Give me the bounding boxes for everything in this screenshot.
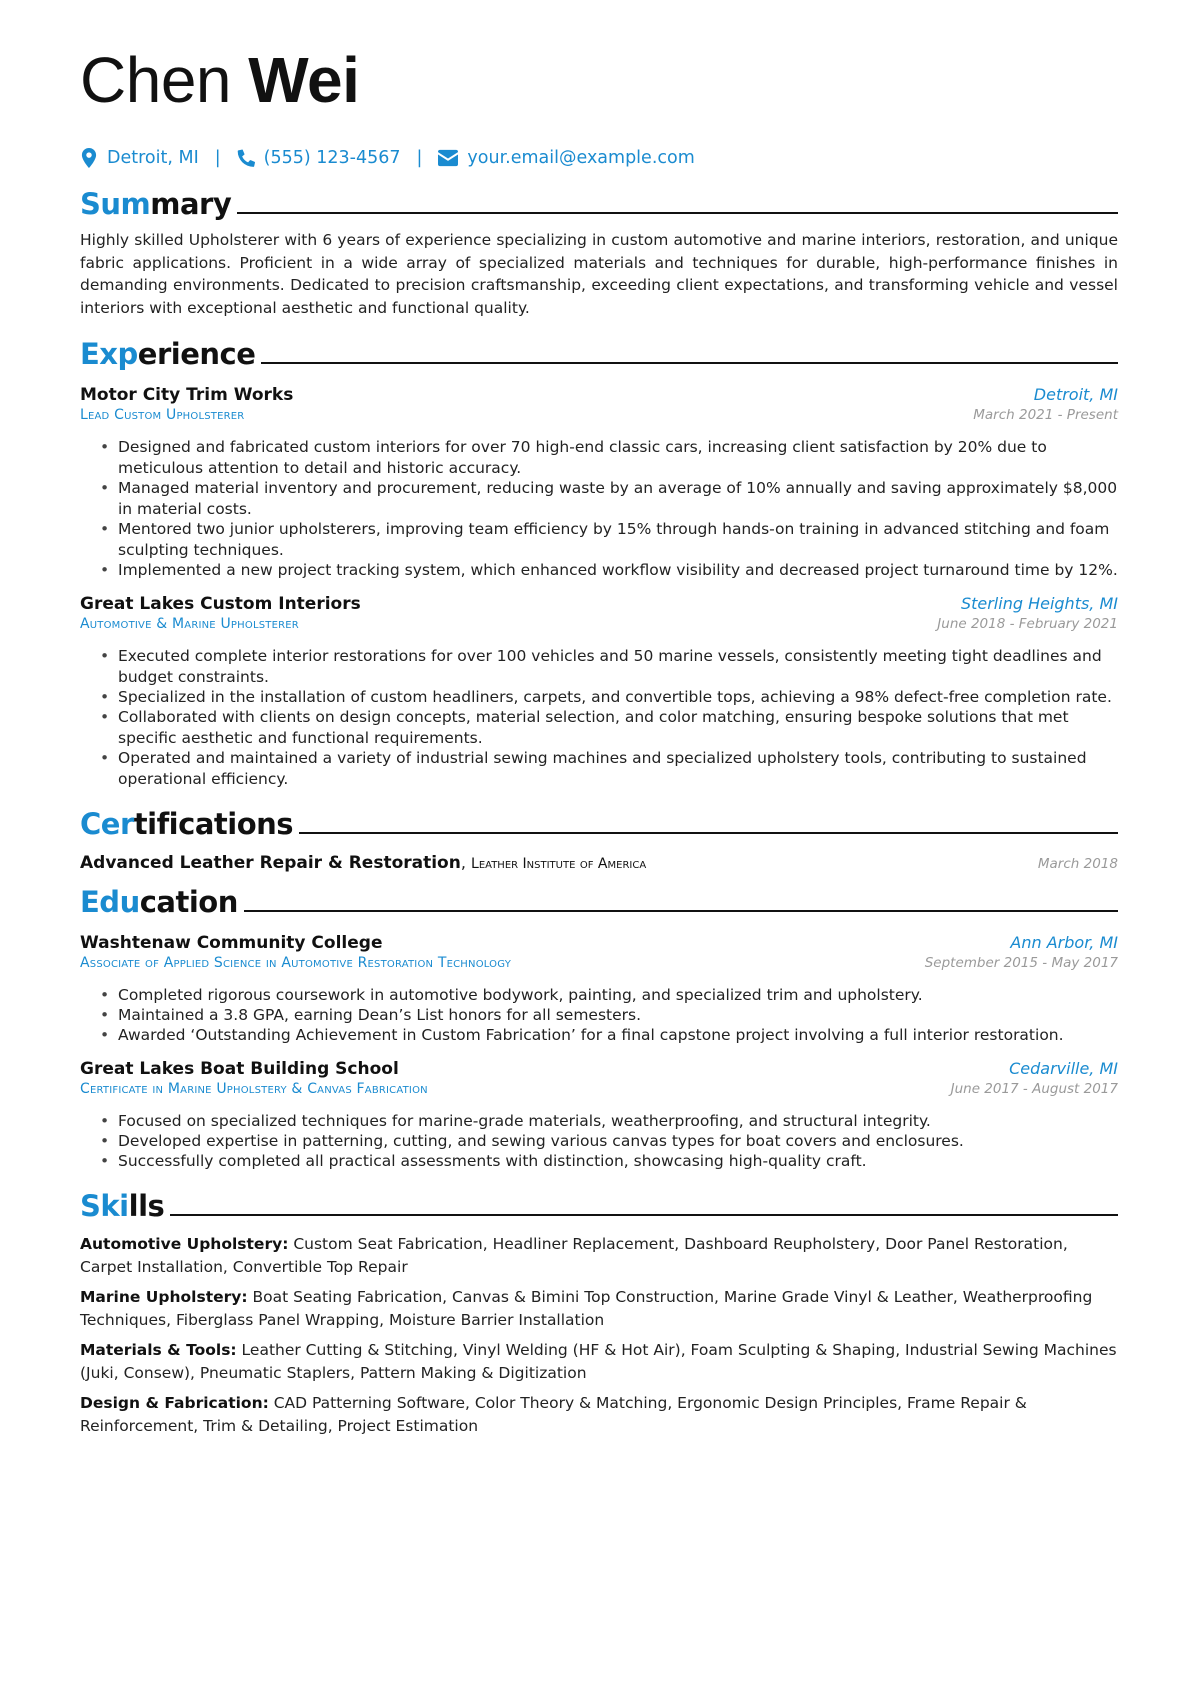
skill-items: Boat Seating Fabrication, Canvas & Bimini Top Construction, Marine Grade Vinyl & Leather, Weatherproofing Techniques, Fiberglass Panel Wrapping, Moisture Barrier Installation <box>80 1288 1093 1329</box>
skill-group <box>80 1286 1118 1331</box>
employer-name: Motor City Trim Works <box>80 385 294 405</box>
education-entry <box>80 1059 1118 1172</box>
section-title: Certifications <box>80 807 294 841</box>
school-location: Ann Arbor, MI <box>1010 933 1118 952</box>
first-name: Chen <box>80 44 231 116</box>
school-dates: June 2017 - August 2017 <box>950 1081 1118 1097</box>
degree-name: Associate of Applied Science in Automotive Restoration Technology <box>80 955 512 971</box>
skill-items: Custom Seat Fabrication, Headliner Replacement, Dashboard Reupholstery, Door Panel Restoration, Carpet Installation, Convertible Top Repair <box>80 1235 1068 1276</box>
map-marker-icon <box>80 148 98 168</box>
section-title: Skills <box>80 1189 165 1223</box>
resume-page <box>80 40 1118 1437</box>
list-item: • Designed and fabricated custom interiors for over 70 high-end classic cars, increasing client satisfaction by 20% due to meticulous attention to detail and historic accuracy. <box>80 437 1118 479</box>
job-location: Detroit, MI <box>1033 385 1118 404</box>
degree-name: Certificate in Marine Upholstery & Canvas Fabrication <box>80 1081 428 1097</box>
job-title: Automotive & Marine Upholsterer <box>80 616 299 632</box>
email-link[interactable]: your.email@example.com <box>467 148 695 168</box>
last-name: Wei <box>248 44 360 116</box>
phone-icon <box>237 148 255 168</box>
job-dates: June 2018 - February 2021 <box>937 616 1118 632</box>
section-rule <box>244 910 1118 912</box>
skill-category: Automotive Upholstery: <box>80 1235 289 1253</box>
list-item: • Mentored two junior upholsterers, improving team efficiency by 15% through hands-on training in advanced stitching and foam sculpting techniques. <box>80 519 1118 561</box>
experience-heading <box>80 335 1118 373</box>
education-entry <box>80 933 1118 1046</box>
school-name: Washtenaw Community College <box>80 933 383 953</box>
education-bullets <box>80 985 1118 1046</box>
certification-name: Advanced Leather Repair & Restoration <box>80 853 461 873</box>
list-item: • Specialized in the installation of custom headliners, carpets, and convertible tops, achieving a 98% defect-free completion rate. <box>80 687 1118 708</box>
skill-items: Leather Cutting & Stitching, Vinyl Welding (HF & Hot Air), Foam Sculpting & Shaping, Industrial Sewing Machines (Juki, Consew), Pneumatic Staplers, Pattern Making & Digitization <box>80 1341 1117 1382</box>
list-item: • Maintained a 3.8 GPA, earning Dean’s List honors for all semesters. <box>80 1005 1118 1026</box>
section-rule <box>237 212 1118 214</box>
contact-separator: | <box>416 148 423 168</box>
certification-entry <box>80 853 1118 873</box>
issuer-comma: , <box>460 853 472 872</box>
candidate-name <box>80 40 1118 120</box>
contact-line <box>80 145 1118 171</box>
skill-items: CAD Patterning Software, Color Theory & Matching, Ergonomic Design Principles, Frame Repair & Reinforcement, Trim & Detailing, Project Estimation <box>80 1394 1027 1435</box>
education-heading <box>80 883 1118 921</box>
certification-date: March 2018 <box>1037 856 1118 872</box>
section-rule <box>170 1214 1118 1216</box>
employer-name: Great Lakes Custom Interiors <box>80 594 361 614</box>
skill-group <box>80 1233 1118 1278</box>
certifications-heading <box>80 805 1118 843</box>
list-item: • Completed rigorous coursework in automotive bodywork, painting, and specialized trim and upholstery. <box>80 985 1118 1006</box>
job-bullets <box>80 646 1118 790</box>
skill-category: Materials & Tools: <box>80 1341 237 1359</box>
skill-category: Marine Upholstery: <box>80 1288 248 1306</box>
job-location: Sterling Heights, MI <box>960 594 1118 613</box>
section-title: Summary <box>80 187 232 221</box>
list-item: • Collaborated with clients on design concepts, material selection, and color matching, ensuring bespoke solutions that met specific aesthetic and functional requirements. <box>80 707 1118 749</box>
section-rule <box>299 832 1118 834</box>
job-entry <box>80 594 1118 790</box>
list-item: • Implemented a new project tracking system, which enhanced workflow visibility and decreased project turnaround time by 12%. <box>80 560 1118 581</box>
summary-text: Highly skilled Upholsterer with 6 years of experience specializing in custom automotive and marine interiors, restoration, and unique fabric applications. Proficient in a wide array of specialized materials and techniques for durable, high-performance finishes in demanding environments. Dedicated to precision craftsmanship, exceeding client expectations, and transforming vehicle and vessel interiors with exceptional aesthetic and functional quality. <box>80 231 1118 317</box>
list-item: • Managed material inventory and procurement, reducing waste by an average of 10% annually and saving approximately $8,000 in material costs. <box>80 478 1118 520</box>
job-entry <box>80 385 1118 581</box>
contact-separator: | <box>214 148 221 168</box>
section-title: Experience <box>80 337 256 371</box>
list-item: • Operated and maintained a variety of industrial sewing machines and specialized upholstery tools, contributing to sustained operational efficiency. <box>80 748 1118 790</box>
list-item: • Focused on specialized techniques for marine-grade materials, weatherproofing, and structural integrity. <box>80 1111 1118 1132</box>
list-item: • Developed expertise in patterning, cutting, and sewing various canvas types for boat covers and enclosures. <box>80 1131 1118 1152</box>
location-text: Detroit, MI <box>107 148 199 168</box>
skill-category: Design & Fabrication: <box>80 1394 269 1412</box>
summary-heading <box>80 185 1118 223</box>
school-name: Great Lakes Boat Building School <box>80 1059 399 1079</box>
list-item: • Awarded ‘Outstanding Achievement in Custom Fabrication’ for a final capstone project involving a full interior restoration. <box>80 1025 1118 1046</box>
skill-group <box>80 1339 1118 1384</box>
education-bullets <box>80 1111 1118 1172</box>
skills-heading <box>80 1187 1118 1225</box>
school-location: Cedarville, MI <box>1009 1059 1118 1078</box>
list-item: • Successfully completed all practical assessments with distinction, showcasing high-quality craft. <box>80 1151 1118 1172</box>
section-rule <box>261 362 1118 364</box>
job-dates: March 2021 - Present <box>973 407 1118 423</box>
job-bullets <box>80 437 1118 581</box>
section-title: Education <box>80 885 238 919</box>
list-item: • Executed complete interior restorations for over 100 vehicles and 50 marine vessels, consistently meeting tight deadlines and budget constraints. <box>80 646 1118 688</box>
job-title: Lead Custom Upholsterer <box>80 407 245 423</box>
phone-text[interactable]: (555) 123-4567 <box>263 148 401 168</box>
skill-group <box>80 1392 1118 1437</box>
envelope-icon <box>438 148 458 168</box>
school-dates: September 2015 - May 2017 <box>924 955 1118 971</box>
certification-issuer: Leather Institute of America <box>471 856 647 872</box>
